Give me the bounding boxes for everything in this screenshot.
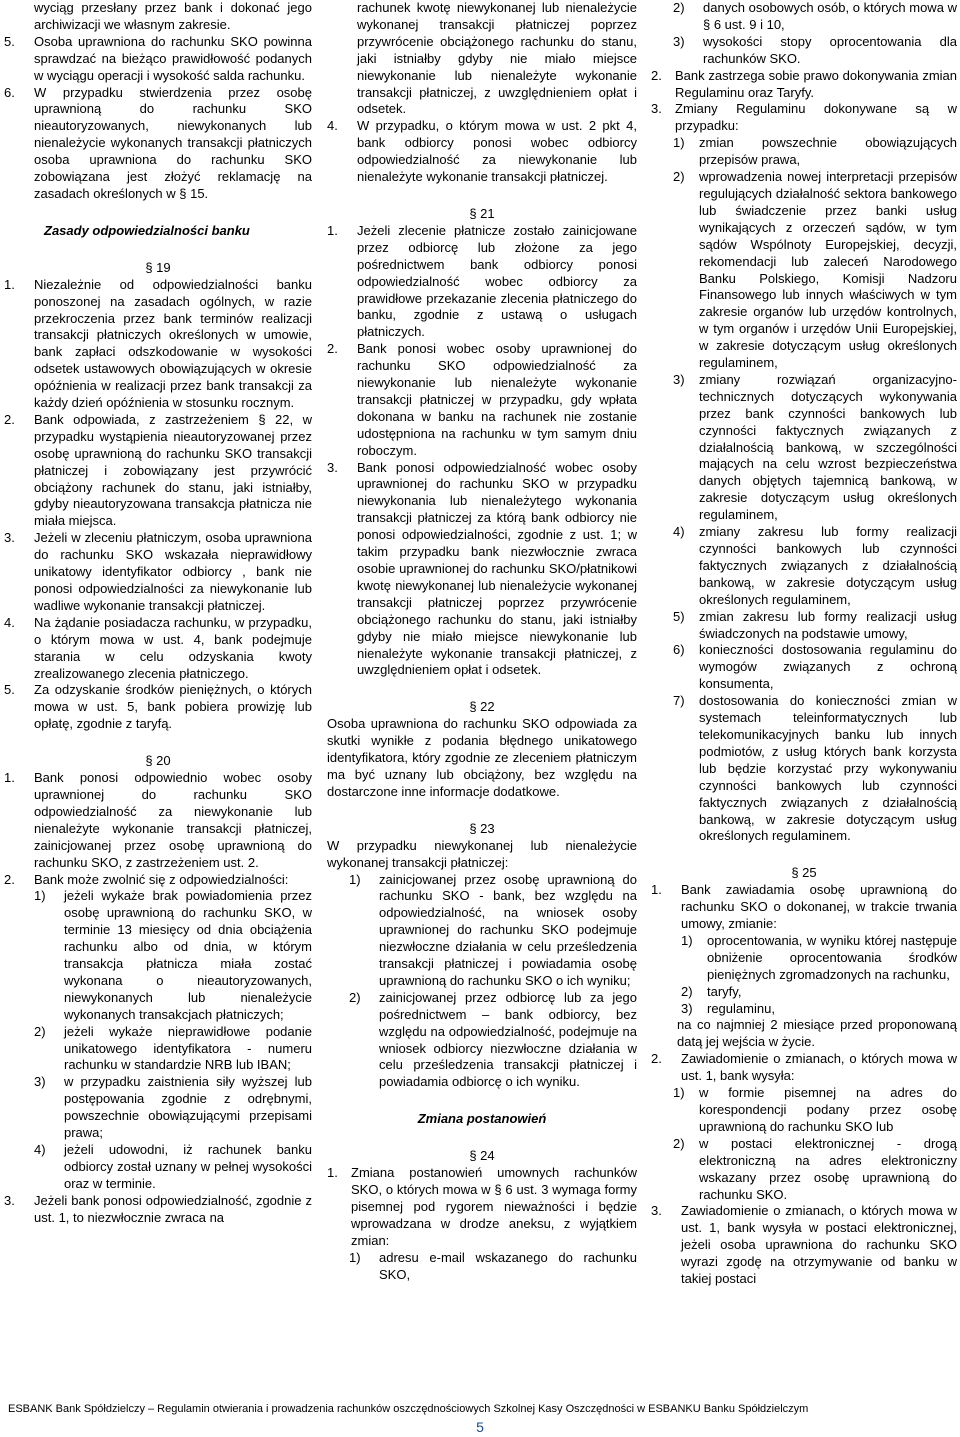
list-item: 2. Bank może zwolnić się z odpowiedzialności: [4, 871, 289, 887]
list-item: 6. W przypadku stwierdzenia przez osobę uprawnioną do rachunku SKO nieautoryzowanych, niewykonanych lub nienależycie wykonanych transakcji płatniczych osoba uprawniona do rachunku SKO zobowiązana jest złożyć reklamację na zasadach określonych w § 15. [4, 84, 312, 201]
list-item: 3. Zawiadomienie o zmianach, o których mowa w ust. 1, bank wysyła w postaci elektronicznej, jeżeli osoba uprawniona do rachunku SKO wyrazi zgodę na otrzymywanie od banku w takiej postaci [651, 1203, 957, 1287]
list-item: 3) wysokości stopy oprocentowania dla rachunków SKO. [673, 33, 957, 66]
list-item: 2. Bank zastrzega sobie prawo dokonywania zmian Regulaminu oraz Taryfy. [651, 67, 957, 100]
paragraph-number: § 21 [469, 205, 495, 221]
paragraph-number: § 19 [145, 259, 171, 275]
list-item: 1) jeżeli wykaże brak powiadomienia przez osobę uprawnioną do rachunku SKO, w terminie 13 miesięcy od dnia obciążenia rachunku albo od dnia, w którym transakcja płatnicza miała zostać wykonana o nieautoryzowanych, niewykonanych lub nienależycie wykonanych transakcjach płatniczych; [34, 888, 312, 1022]
list-item: 1. Niezależnie od odpowiedzialności banku ponoszonej na zasadach ogólnych, w razie przekroczenia przez bank terminów realizacji transakcji płatniczych określonych w umowie, bank zapłaci odszkodowanie w wysokości odsetek ustawowych obowiązujących w okresie opóźnienia w realizacji przez bank transakcji za każdy dzień opóźnienia w stosunku rocznym. [4, 276, 312, 411]
paragraph: na co najmniej 2 miesiące przed proponowaną datą jej wejścia w życie. [677, 1017, 957, 1050]
paragraph: rachunek kwotę niewykonanej lub nienależycie wykonanej transakcji płatniczej poprzez przywrócenie obciążonego rachunku do stanu, jaki istniałby gdyby nie miało miejsce niewykonanie lub nienależyte wykonanie transakcji płatniczej, z uwzględnieniem opłat i odsetek. [357, 0, 637, 117]
list-item: 4. Na żądanie posiadacza rachunku, w przypadku, o którym mowa w ust. 4, bank podejmuje starania w celu odzyskania kwoty zrealizowanego zlecenia płatniczego. [4, 614, 312, 681]
paragraph: wyciąg przesłany przez bank i dokonać jego archiwizacji we własnym zakresie. [34, 0, 312, 32]
list-item: 2. Bank odpowiada, z zastrzeżeniem § 22, w przypadku wystąpienia nieautoryzowanej przez osobę uprawnioną do rachunku SKO transakcji płatniczej i zobowiązany jest przywrócić obciążony rachunek do stanu, jaki istniałby, gdyby nieautoryzowana transakcja płatnicza nie miała miejsca. [4, 411, 312, 529]
list-item: 1) w formie pisemnej na adres do korespondencji podany przez osobę uprawnioną do rachunku SKO lub [673, 1085, 957, 1134]
list-item: 3) regulaminu, [681, 1000, 775, 1016]
list-item: 2) danych osobowych osób, o których mowa w § 6 ust. 9 i 10, [673, 0, 957, 32]
paragraph-number: § 24 [469, 1148, 495, 1164]
page-number: 5 [476, 1419, 484, 1435]
list-item: 4) jeżeli udowodni, iż rachunek banku odbiorcy został uznany w pełnej wysokości oraz w terminie. [34, 1142, 312, 1191]
list-item: 6) konieczności dostosowania regulaminu do wymogów związanych z ochroną konsumenta, [673, 642, 957, 692]
list-item: 1. Bank zawiadamia osobę uprawnioną do rachunku SKO o dokonanej, w trakcie trwania umowy, zmianie: [651, 882, 957, 932]
list-item: 1. Bank ponosi odpowiednio wobec osoby uprawnionej do rachunku SKO odpowiedzialność za niewykonanie lub nienależyte wykonanie transakcji płatniczej, zainicjowanej przez osobę uprawnioną do rachunku SKO, z zastrzeżeniem ust. 2. [4, 770, 312, 870]
list-item: 2) taryfy, [681, 983, 742, 999]
list-item: 2) zainicjowanej przez odbiorcę lub za jego pośrednictwem – bank odbiorcy, bez względu na odpowiedzialność, podejmuje na wniosek odbiorcy niezwłoczne działania w celu prześledzenia transakcji płatniczej i powiadamia odbiorcę o ich wyniku. [349, 989, 637, 1090]
list-item: 5) zmian zakresu lub formy realizacji usług świadczonych na podstawie umowy, [673, 608, 957, 641]
list-item: 3. Jeżeli bank ponosi odpowiedzialność, zgodnie z ust. 1, to niezwłocznie zwraca na [4, 1192, 312, 1225]
list-item: 1) zmian powszechnie obowiązujących przepisów prawa, [673, 135, 957, 168]
list-item: 2. Bank ponosi wobec osoby uprawnionej do rachunku SKO odpowiedzialność za niewykonanie lub nienależyte wykonanie transakcji płatniczej w przypadku, gdy wpłata dokonana w banku na rachunek nie zostanie udostępniona na rachunku w tym samym dniu roboczym. [327, 341, 637, 458]
list-item: 3. Zmiany Regulaminu dokonywane są w przypadku: [651, 101, 957, 134]
paragraph: W przypadku niewykonanej lub nienależycie wykonanej transakcji płatniczej: [327, 837, 637, 870]
list-item: 4. W przypadku, o którym mowa w ust. 2 pkt 4, bank odbiorcy ponosi wobec odbiorcy odpowiedzialność za niewykonanie lub nienależyte wykonanie transakcji płatniczej. [327, 118, 637, 185]
list-item: 3. Jeżeli w zleceniu płatniczym, osoba uprawniona do rachunku SKO wskazała nieprawidłowy unikatowy identyfikator odbiorcy , bank nie ponosi odpowiedzialności za niewykonanie lub wadliwe wykonanie transakcji płatniczej. [4, 530, 312, 613]
list-item: 1) oprocentowania, w wyniku której następuje obniżenie oprocentowania środków pieniężnych zgromadzonych na rachunku, [681, 932, 957, 982]
paragraph: Osoba uprawniona do rachunku SKO odpowiada za skutki wynikłe z podania błędnego unikatowego identyfikatora, który zgodnie ze zleceniem płatniczym ma być uznany lub obciążony, bez względu na dostarczone inne informacje dodatkowe. [327, 716, 637, 799]
page-footer: ESBANK Bank Spółdzielczy – Regulamin otwierania i prowadzenia rachunków oszczędnościowych Szkolnej Kasy Oszczędności w ESBANKU Banku Spółdzielczym [8, 1403, 809, 1415]
section-heading: Zasady odpowiedzialności banku [44, 222, 250, 238]
list-item: 2) wprowadzenia nowej interpretacji przepisów regulujących działalność sektora bankowego lub świadczenie przez banki usług wynikających z orzeczeń sądów, w tym sądów Wspólnoty Europejskiej, decyzji, rekomendacji lub zaleceń Narodowego Banku Polskiego, Komisji Nadzoru Finansowego lub innych właściwych w tym zakresie organów lub urzędów kontrolnych, w tym organów i urzędów Unii Europejskiej, w zakresie dotyczącym usług określonych regulaminem, [673, 169, 957, 371]
column-middle [327, 0, 637, 1283]
list-item: 1. Jeżeli zlecenie płatnicze zostało zainicjowane przez odbiorcę lub złożone za jego pośrednictwem bank odbiorcy ponosi odpowiedzialność wobec odbiorcy za prawidłowe przekazanie zlecenia płatniczego do banku, zgodnie z ustawą o usługach płatniczych. [327, 222, 637, 340]
list-item: 3) zmiany rozwiązań organizacyjno-technicznych dotyczących wykonywania przez bank czynności bankowych lub czynności faktycznych związanych z działalnością bankową, w szczególności mających na celu wzrost bezpieczeństwa danych objętych tajemnicą bankową, w zakresie dotyczącym usług określonych regulaminem, [673, 371, 957, 523]
paragraph-number: § 25 [791, 865, 817, 881]
list-item: 3) w przypadku zaistnienia siły wyższej lub postępowania zgodnie z odrębnymi, powszechnie obowiązującymi przepisami prawa; [34, 1074, 312, 1141]
list-item: 5. Za odzyskanie środków pieniężnych, o których mowa w ust. 5, bank pobiera prowizję lub opłatę, zgodnie z taryfą. [4, 682, 312, 732]
column-right [651, 0, 957, 1288]
list-item: 1. Zmiana postanowień umownych rachunków SKO, o których mowa w § 6 ust. 3 wymaga formy pisemnej pod rygorem nieważności i będzie wprowadzana w drodze aneksu, z wyjątkiem zmian: [327, 1165, 637, 1248]
section-heading: Zmiana postanowień [417, 1111, 547, 1127]
list-item: 1) zainicjowanej przez osobę uprawnioną do rachunku SKO - bank, bez względu na odpowiedzialność, na wniosek osoby uprawnionej do rachunku SKO podejmuje niezwłoczne działania w celu prześledzenia transakcji płatniczej i powiadamia osobę uprawnioną do rachunku SKO o ich wyniku; [349, 871, 637, 988]
paragraph-number: § 23 [469, 820, 495, 836]
list-item: 1) adresu e-mail wskazanego do rachunku SKO, [349, 1249, 637, 1282]
list-item: 3. Bank ponosi odpowiedzialność wobec osoby uprawnionej do rachunku SKO w przypadku niewykonania lub nienależytego wykonania transakcji płatniczej za którą bank odbiorcy nie ponosi odpowiedzialności, zgodnie z ust. 1; w takim przypadku bank niezwłocznie zwraca osobie uprawnionej do rachunku SKO/płatnikowi kwotę niewykonanej lub nienależycie wykonanej transakcji płatniczej poprzez przywrócenie obciążonego rachunku do stanu, jaki istniałby gdyby nie miało miejsce niewykonanie lub nienależyte wykonanie transakcji płatniczej, z uwzględnieniem opłat i odsetek. [327, 459, 637, 678]
list-item: 5. Osoba uprawniona do rachunku SKO powinna sprawdzać na bieżąco prawidłowość podanych w wyciągu operacji i wysokość salda rachunku. [4, 33, 312, 83]
paragraph-number: § 22 [469, 699, 495, 715]
list-item: 2. Zawiadomienie o zmianach, o których mowa w ust. 1, bank wysyła: [651, 1051, 957, 1084]
list-item: 7) dostosowania do konieczności zmian w systemach teleinformatycznych lub telekomunikacyjnych banku lub innych podmiotów, z usług których bank korzysta lub będzie korzystać przy wykonywaniu czynności bankowych lub czynności faktycznych związanych z działalnością bankową, w zakresie dotyczącym usług określonych regulaminem. [673, 693, 957, 844]
paragraph-number: § 20 [145, 753, 171, 769]
list-item: 2) w postaci elektronicznej - drogą elektroniczną na adres elektroniczny wskazany przez osobę uprawnioną do rachunku SKO. [673, 1135, 957, 1202]
column-left [4, 0, 312, 1227]
list-item: 2) jeżeli wykaże nieprawidłowe podanie unikatowego identyfikatora - numeru rachunku w standardzie NRB lub IBAN; [34, 1023, 312, 1073]
list-item: 4) zmiany zakresu lub formy realizacji czynności bankowych lub czynności faktycznych związanych z działalnością bankową, w zakresie dotyczącym usług określonych regulaminem, [673, 524, 957, 607]
